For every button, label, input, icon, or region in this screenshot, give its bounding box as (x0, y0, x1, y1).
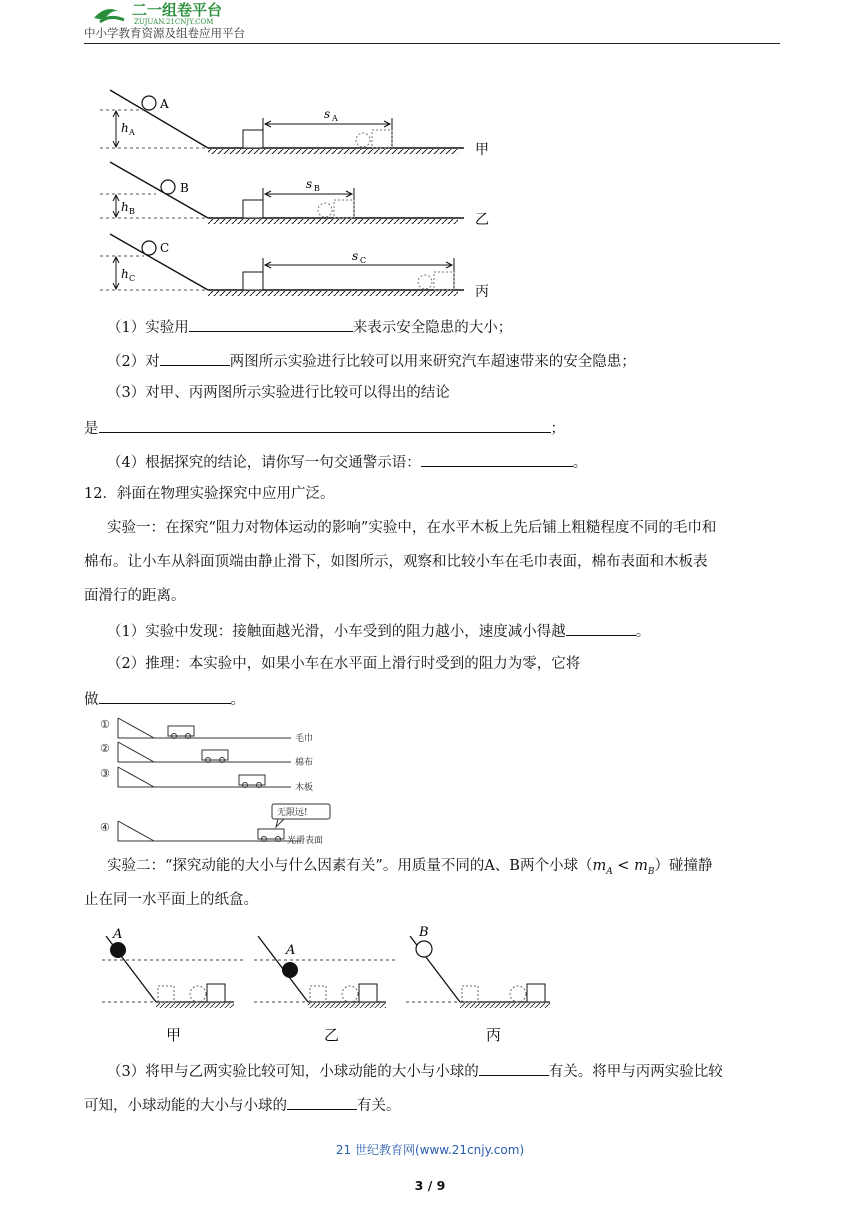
logo-sub: ZUJUAN.21CNJY.COM (134, 18, 214, 26)
figure-ramp-experiments (96, 84, 496, 300)
q11-part4: （4）根据探究的结论，请你写一句交通警示语： 。 (107, 451, 587, 473)
fig2-surf2: 棉布 (295, 758, 314, 768)
row-yi (100, 162, 489, 228)
q12-part1: （1）实验中发现：接触面越光滑，小车受到的阻力越小，速度减小得越 。 (107, 620, 650, 642)
page-number: 3 / 9 (414, 1178, 446, 1193)
label-row-bing: 丙 (475, 284, 489, 300)
label-h-c-sub: C (129, 274, 136, 283)
logo-text: 二一组卷平台 (132, 1, 223, 19)
label-ball-a: A (160, 97, 169, 111)
q12-blank2[interactable] (99, 688, 231, 704)
ballbox-yi (254, 936, 396, 1044)
row-jia (100, 90, 489, 158)
q11-part2: （2）对 两图所示实验进行比较可以用来研究汽车超速带来的安全隐患； (107, 350, 636, 372)
label-h-b-sub: B (129, 207, 135, 216)
q12-part3-line2: 可知，小球动能的大小与小球的 有关。 (84, 1094, 401, 1116)
q12-exp2-math: $m_A < m_B$ (592, 858, 655, 877)
q11-blank1[interactable] (189, 316, 353, 332)
fig3-cap2: 乙 (324, 1026, 340, 1044)
fig3-ball2: A (286, 943, 296, 958)
header-subtitle: 中小学教育资源及组卷应用平台 (84, 26, 245, 40)
q12-exp2-line1: 实验二：“探究动能的大小与什么因素有关”。用质量不同的A、B两个小球$(m_A < m_B)$碰撞静 (107, 858, 713, 877)
row-bing (100, 234, 489, 300)
site-logo (86, 0, 276, 26)
fig2-bubble: 无限远! (277, 808, 308, 818)
label-s-c-sub: C (360, 256, 367, 265)
label-s-a: s (324, 107, 331, 121)
q11-part1: （1）实验用 来表示安全隐患的大小； (107, 316, 512, 338)
q11-blank4[interactable] (421, 451, 573, 467)
label-ball-b: B (180, 181, 189, 195)
q11-blank3[interactable] (99, 417, 551, 433)
fig2-n3: ③ (100, 767, 110, 780)
q12-exp1-line1: 实验一：在探究“阻力对物体运动的影响”实验中，在水平木板上先后铺上粗糙程度不同的毛巾和 (107, 520, 717, 536)
q12-part3: （3）将甲与乙两实验比较可知，小球动能的大小与小球的 有关。将甲与丙两实验比较 (107, 1060, 723, 1082)
q11-part3-answer: 是 ； (84, 417, 565, 439)
figure-ball-box (96, 922, 566, 1048)
fig2-n1: ① (100, 718, 110, 731)
q12-title: 12．斜面在物理实验探究中应用广泛。 (84, 486, 335, 502)
label-h-a: h (121, 121, 129, 135)
q12-part2-answer: 做 。 (84, 688, 245, 710)
label-s-a-sub: A (332, 114, 338, 123)
q12-blank3[interactable] (479, 1060, 549, 1076)
label-h-b: h (121, 200, 129, 214)
fig3-ball3: B (419, 925, 429, 940)
label-h-a-sub: A (129, 128, 135, 137)
q12-blank4[interactable] (287, 1094, 357, 1110)
header-divider (84, 43, 780, 44)
fig2-surf4: 光滑表面 (287, 836, 324, 846)
label-ball-c: C (160, 241, 170, 255)
label-h-c: h (121, 267, 129, 281)
q11-part3: （3）对甲、丙两图所示实验进行比较可以得出的结论 (107, 385, 450, 401)
ball-a (142, 96, 156, 110)
figure-car-slopes (98, 714, 348, 846)
ball-c (142, 241, 156, 255)
label-s-c: s (352, 249, 359, 263)
q11-blank2[interactable] (160, 350, 230, 366)
fig3-cap1: 甲 (166, 1026, 182, 1044)
q12-part2: （2）推理：本实验中，如果小车在水平面上滑行时受到的阻力为零，它将 (107, 656, 581, 672)
fig3-ball1: A (113, 927, 123, 942)
fig2-n2: ② (100, 742, 110, 755)
label-row-jia: 甲 (475, 142, 489, 158)
q12-blank1[interactable] (566, 620, 636, 636)
q12-exp1-line3: 面滑行的距离。 (84, 588, 186, 604)
ball-b (161, 180, 175, 194)
label-s-b: s (306, 177, 313, 191)
label-row-yi: 乙 (475, 212, 489, 228)
q12-exp1-line2: 棉布。让小车从斜面顶端由静止滑下，如图所示，观察和比较小车在毛巾表面，棉布表面和木板表 (84, 554, 708, 570)
ballbox-bing (406, 925, 550, 1044)
ballbox-jia (102, 927, 246, 1044)
label-s-b-sub: B (314, 184, 320, 193)
q12-exp2-line2: 止在同一水平面上的纸盒。 (84, 892, 258, 908)
fig2-surf1: 毛巾 (295, 734, 314, 744)
fig3-cap3: 丙 (486, 1026, 502, 1044)
footer-link[interactable]: 21 世纪教育网(www.21cnjy.com) (335, 1143, 525, 1157)
fig2-surf3: 木板 (295, 783, 314, 793)
fig2-n4: ④ (100, 821, 110, 834)
